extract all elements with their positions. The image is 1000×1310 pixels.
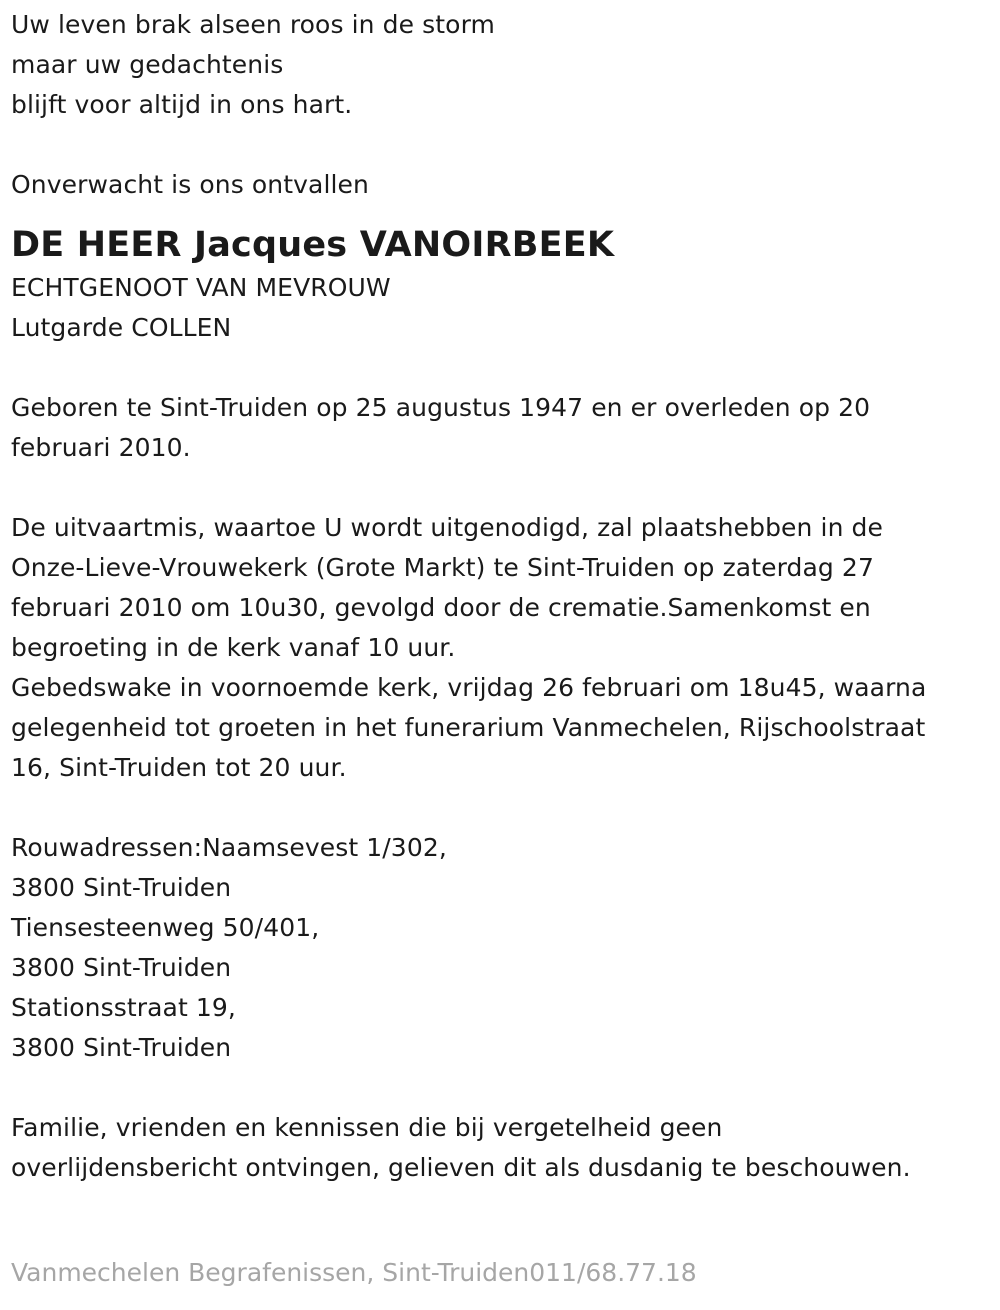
poem [11, 5, 996, 125]
intro-text: Onverwacht is ons ontvallen [11, 170, 369, 199]
birth-death-line: februari 2010. [11, 433, 191, 462]
address-line: Tiensesteenweg 50/401, [11, 913, 320, 942]
spacer [11, 125, 996, 165]
poem-line: maar uw gedachtenis [11, 50, 284, 79]
ceremony-line: februari 2010 om 10u30, gevolgd door de crematie.Samenkomst en [11, 593, 871, 622]
address-line: 3800 Sint-Truiden [11, 1033, 232, 1062]
addresses-block [11, 828, 996, 1068]
address-line: Rouwadressen:Naamsevest 1/302, [11, 833, 447, 862]
spacer [11, 788, 996, 828]
closing-block [11, 1108, 996, 1188]
address-line: Stationsstraat 19, [11, 993, 236, 1022]
poem-line: Uw leven brak alseen roos in de storm [11, 10, 495, 39]
funeral-home-footer: Vanmechelen Begrafenissen, Sint-Truiden011/68.77.18 [11, 1258, 697, 1287]
ceremony-block [11, 508, 996, 788]
ceremony-line: begroeting in de kerk vanaf 10 uur. [11, 633, 456, 662]
birth-death-line: Geboren te Sint-Truiden op 25 augustus 1947 en er overleden op 20 [11, 393, 871, 422]
ceremony-line: De uitvaartmis, waartoe U wordt uitgenodigd, zal plaatshebben in de [11, 513, 884, 542]
ceremony-line: 16, Sint-Truiden tot 20 uur. [11, 753, 347, 782]
ceremony-line: Gebedswake in voornoemde kerk, vrijdag 26 februari om 18u45, waarna [11, 673, 927, 702]
ceremony-line: gelegenheid tot groeten in het funerarium Vanmechelen, Rijschoolstraat [11, 713, 926, 742]
closing-line: overlijdensbericht ontvingen, gelieven dit als dusdanig te beschouwen. [11, 1153, 911, 1182]
poem-line: blijft voor altijd in ons hart. [11, 90, 353, 119]
spacer [11, 1068, 996, 1108]
birth-death-block [11, 388, 996, 468]
deceased-name: DE HEER Jacques VANOIRBEEK [11, 225, 615, 265]
ceremony-line: Onze-Lieve-Vrouwekerk (Grote Markt) te Sint-Truiden op zaterdag 27 [11, 553, 874, 582]
spouse-line: Lutgarde COLLEN [11, 313, 232, 342]
spouse-line: ECHTGENOOT VAN MEVROUW [11, 273, 391, 302]
spacer [11, 348, 996, 388]
address-line: 3800 Sint-Truiden [11, 953, 232, 982]
closing-line: Familie, vrienden en kennissen die bij vergetelheid geen [11, 1113, 723, 1142]
obituary-notice [11, 5, 996, 1188]
address-line: 3800 Sint-Truiden [11, 873, 232, 902]
spouse-block [11, 268, 996, 348]
spacer [11, 468, 996, 508]
